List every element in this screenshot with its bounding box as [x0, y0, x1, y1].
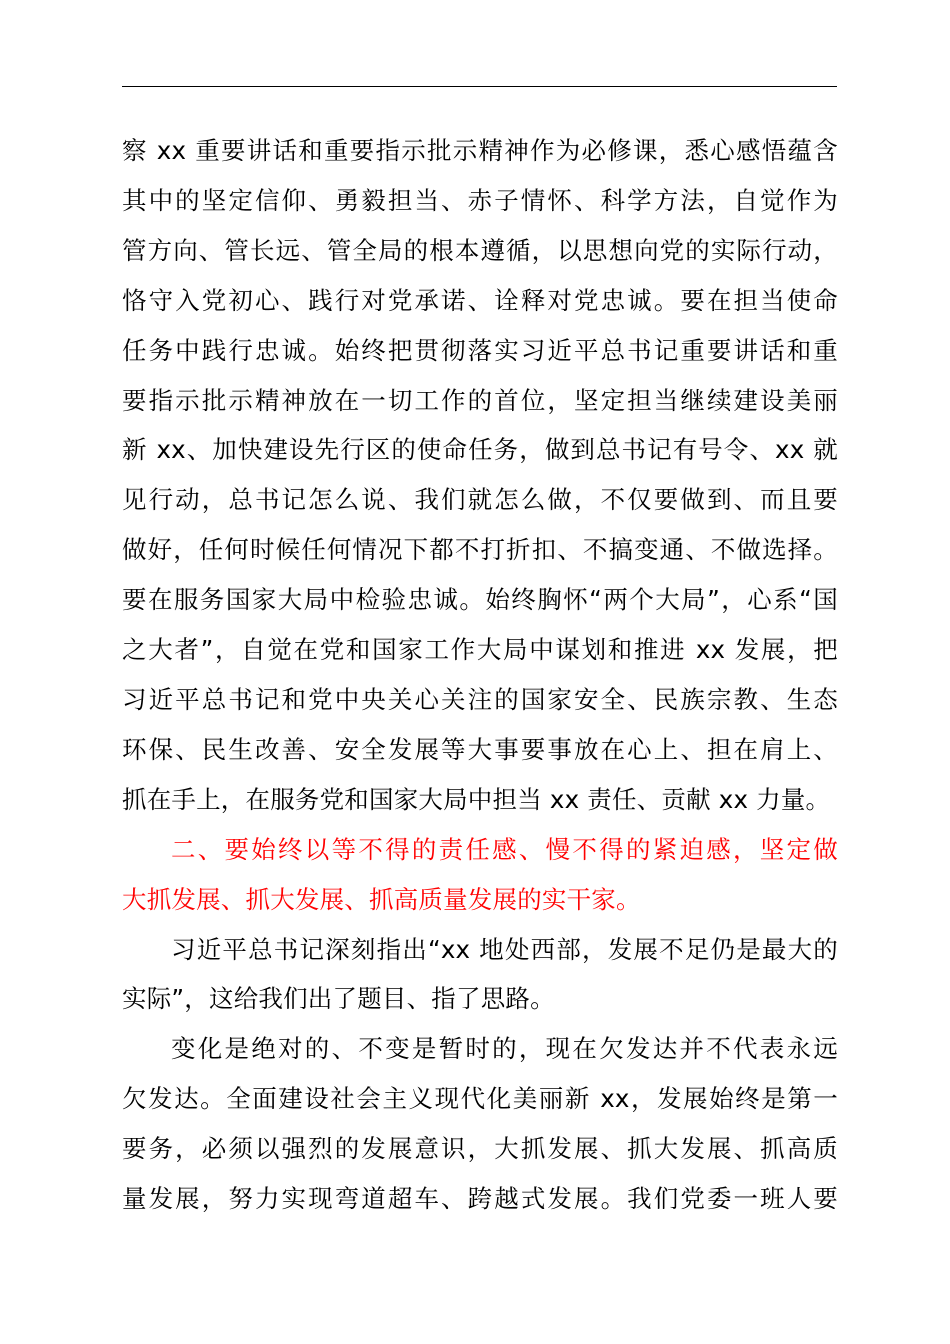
text-line: 察 xx 重要讲话和重要指示批示精神作为必修课，悉心感悟蕴含 — [122, 136, 838, 165]
paragraph-loyalty — [122, 126, 838, 825]
heading-line: 大抓发展、抓大发展、抓高质量发展的实干家。 — [122, 884, 641, 914]
text-line: 习近平总书记深刻指出“xx 地处西部，发展不足仍是最大的 — [171, 934, 838, 964]
text-line: 做好，任何时候任何情况下都不打折扣、不搞变通、不做选择。 — [122, 535, 838, 565]
text-line: 见行动，总书记怎么说、我们就怎么做，不仅要做到、而且要 — [122, 485, 838, 515]
document-body — [122, 126, 838, 1224]
text-line: 恪守入党初心、践行对党承诺、诠释对党忠诚。要在担当使命 — [122, 285, 838, 315]
text-line: 欠发达。全面建设社会主义现代化美丽新 xx，发展始终是第一 — [122, 1084, 838, 1114]
heading-line: 二、要始终以等不得的责任感、慢不得的紧迫感，坚定做 — [171, 834, 838, 864]
text-line: 量发展，努力实现弯道超车、跨越式发展。我们党委一班人要 — [122, 1184, 838, 1214]
text-line: 其中的坚定信仰、勇毅担当、赤子情怀、科学方法，自觉作为 — [122, 185, 838, 215]
paragraph-quote — [122, 925, 838, 1025]
text-line: 变化是绝对的、不变是暂时的，现在欠发达并不代表永远 — [171, 1034, 838, 1064]
header-rule — [122, 86, 837, 87]
section-heading-2 — [122, 825, 838, 925]
text-line: 抓在手上，在服务党和国家大局中担当 xx 责任、贡献 xx 力量。 — [122, 784, 831, 814]
text-line: 要指示批示精神放在一切工作的首位，坚定担当继续建设美丽 — [122, 385, 838, 415]
text-line: 要在服务国家大局中检验忠诚。始终胸怀“两个大局”，心系“国 — [122, 585, 838, 615]
text-line: 习近平总书记和党中央关心关注的国家安全、民族宗教、生态 — [122, 684, 838, 714]
text-line: 环保、民生改善、安全发展等大事要事放在心上、担在肩上、 — [122, 734, 838, 764]
text-line: 管方向、管长远、管全局的根本遵循，以思想向党的实际行动， — [122, 235, 838, 265]
paragraph-development — [122, 1024, 838, 1224]
text-line: 任务中践行忠诚。始终把贯彻落实习近平总书记重要讲话和重 — [122, 335, 838, 365]
text-line: 之大者”，自觉在党和国家工作大局中谋划和推进 xx 发展，把 — [122, 635, 838, 665]
text-line: 要务，必须以强烈的发展意识，大抓发展、抓大发展、抓高质 — [122, 1134, 838, 1164]
text-line: 实际”，这给我们出了题目、指了思路。 — [122, 984, 555, 1014]
text-line: 新 xx、加快建设先行区的使命任务，做到总书记有号令、xx 就 — [122, 435, 838, 465]
